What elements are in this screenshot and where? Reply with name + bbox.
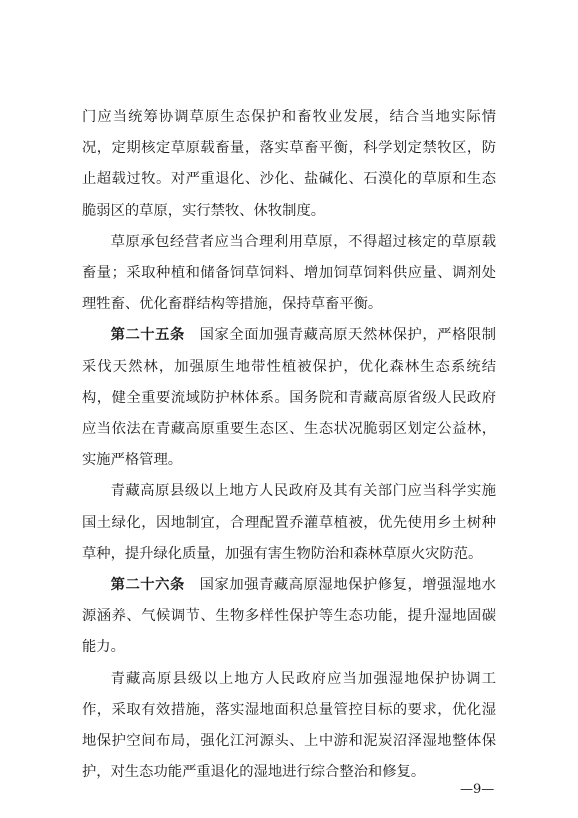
paragraph-grassland-contractors: 草原承包经营者应当合理利用草原，不得超过核定的草原载畜量；采取种植和储备饲草饲料、增加饲草饲料供应量、调剂处理牲畜、优化畜群结构等措施，保持草畜平衡。 [82,233,496,313]
article-26-text: 国家加强青藏高原湿地保护修复，增强湿地水源涵养、气候调节、生物多样性保护等生态功能，提升湿地固碳能力。 [82,577,497,656]
article-25-text: 国家全面加强青藏高原天然林保护，严格限制采伐天然林，加强原生地带性植被保护，优化森林生态系统结构，健全重要流域防护林体系。国务院和青藏高原省级人民政府应当依法在青藏高原重要生态区、生态状况脆弱区划定公益林，实施严格管理。 [82,327,497,469]
paragraph-wetland-coordination: 青藏高原县级以上地方人民政府应当加强湿地保护协调工作，采取有效措施，落实湿地面积总量管控目标的要求，优化湿地保护空间布局，强化江河源头、上中游和泥炭沼泽湿地整体保护，对生态功能严重退化的湿地进行综合整治和修复。 [82,670,496,781]
article-25-paragraph [82,320,496,476]
article-26-number: 第二十六条 [110,577,185,594]
body-text [82,102,496,788]
page-number: —9— [460,782,495,797]
article-26-paragraph [82,570,496,664]
paragraph-continued: 门应当统筹协调草原生态保护和畜牧业发展，结合当地实际情况，定期核定草原载畜量，落实草畜平衡，科学划定禁牧区，防止超载过牧。对严重退化、沙化、盐碱化、石漠化的草原和生态脆弱区的草原，实行禁牧、休牧制度。 [82,109,496,219]
article-25-number: 第二十五条 [110,327,185,344]
paragraph-afforestation: 青藏高原县级以上地方人民政府及其有关部门应当科学实施国土绿化，因地制宜，合理配置乔灌草植被，优先使用乡土树种草种，提升绿化质量，加强有害生物防治和森林草原火灾防范。 [82,483,496,562]
